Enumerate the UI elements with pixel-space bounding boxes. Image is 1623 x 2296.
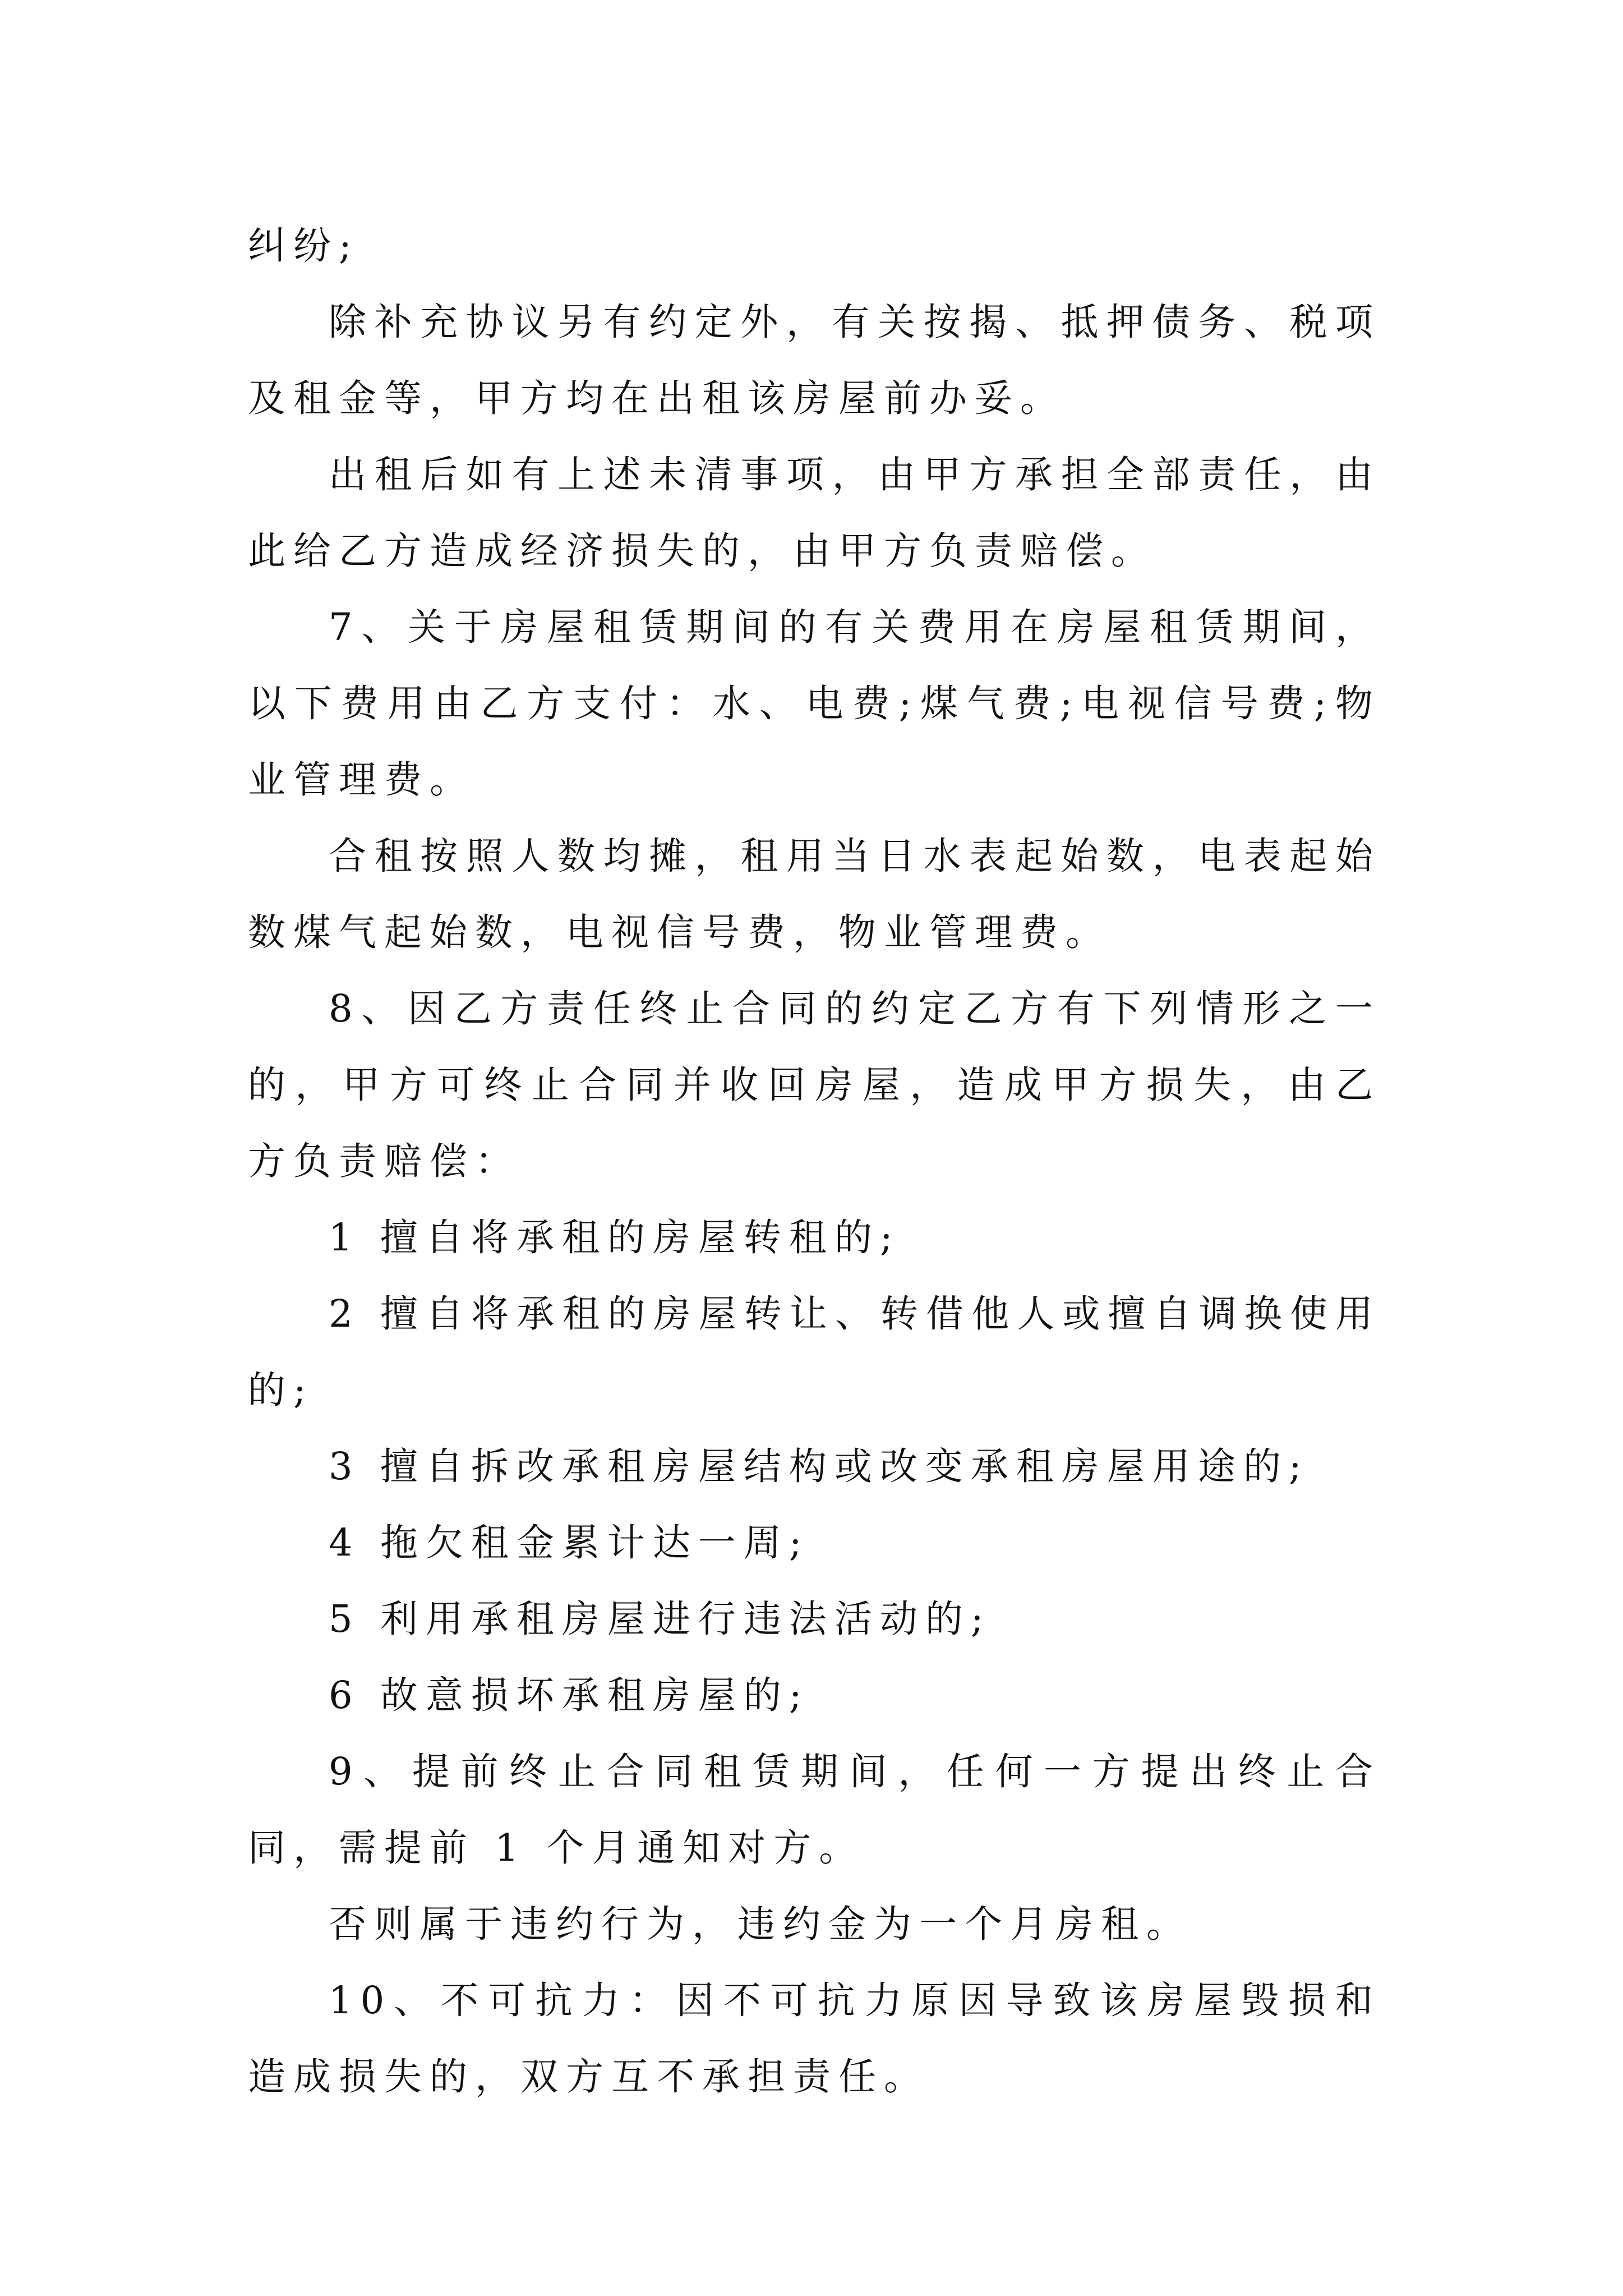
- clause-8-termination: 8、因乙方责任终止合同的约定乙方有下列情形之一的，甲方可终止合同并收回房屋，造成甲方损失，由乙方负责赔偿：: [248, 987, 1381, 1183]
- document-body: [248, 208, 1381, 2115]
- paragraph-shared-fees: 合租按照人数均摊，租用当日水表起始数，电表起始数煤气起始数，电视信号费，物业管理费。: [248, 834, 1381, 954]
- list-item-1: 1 擅自将承租的房屋转租的;: [329, 1216, 901, 1259]
- list-item-3: 3 擅自拆改承租房屋结构或改变承租房屋用途的;: [329, 1444, 1310, 1488]
- clause-7-fees: 7、关于房屋租赁期间的有关费用在房屋租赁期间，以下费用由乙方支付：水、电费;煤气费;电视信号费;物业管理费。: [248, 605, 1381, 802]
- paragraph-mortgage-taxes: 除补充协议另有约定外，有关按揭、抵押债务、税项及租金等，甲方均在出租该房屋前办妥。: [248, 300, 1381, 420]
- list-item-5: 5 利用承租房屋进行违法活动的;: [329, 1597, 992, 1641]
- list-item-4: 4 拖欠租金累计达一周;: [329, 1521, 810, 1565]
- paragraph-continuation: 纠纷;: [248, 224, 359, 268]
- clause-10-force-majeure: 10、不可抗力：因不可抗力原因导致该房屋毁损和造成损失的，双方互不承担责任。: [248, 1978, 1381, 2099]
- paragraph-landlord-liability: 出租后如有上述未清事项，由甲方承担全部责任，由此给乙方造成经济损失的，由甲方负责赔偿。: [248, 453, 1381, 573]
- clause-9-early-termination: 9、提前终止合同租赁期间，任何一方提出终止合同，需提前 1 个月通知对方。: [248, 1750, 1381, 1870]
- list-item-6: 6 故意损坏承租房屋的;: [329, 1673, 810, 1717]
- paragraph-breach-penalty: 否则属于违约行为，违约金为一个月房租。: [329, 1902, 1192, 1946]
- list-item-2: 2 擅自将承租的房屋转让、转借他人或擅自调换使用的;: [248, 1292, 1381, 1412]
